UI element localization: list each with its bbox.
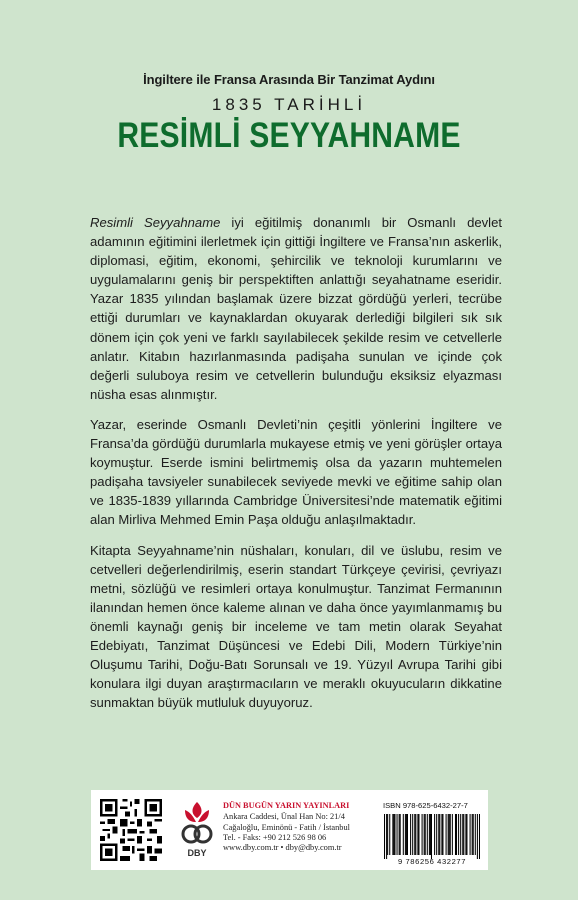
isbn-label: ISBN 978-625-6432-27-7 xyxy=(383,801,468,810)
cover-subtitle: 1835 TARİHLİ xyxy=(211,95,367,114)
book-title-italic: Resimli Seyyahname xyxy=(90,215,221,230)
qr-code-icon xyxy=(100,799,162,861)
publisher-logo-icon xyxy=(179,798,215,862)
publisher-info xyxy=(223,801,373,853)
blurb-paragraph-2: Yazar, eserinde Osmanlı Devleti’nin çeşitli yönlerini İngiltere ve Fransa’da gördüğü durumlarla mukayese etmiş ve yeni görüşler ortaya koymuştur. Eserde ismini belirtmemiş olsa da yazarın muhtemelen padişaha tavsiyeler sunabilecek seviyede mevki ve eğitime sahip olan ve 1835-1839 yıllarında Cambridge Üniversitesi’nde matematik eğitimi alan Mirliva Mehmed Emin Paşa olduğu anlaşılmaktadır. xyxy=(90,416,502,528)
barcode-icon xyxy=(384,814,480,859)
blurb-paragraph-1-text: iyi eğitilmiş donanımlı bir Osmanlı devlet adamının eğitimini ilerletmek için gittiği İngiltere ve Fransa’nın askerlik, diplomasi, eğitim, ekonomi, şehircilik ve teknoloji kurumlarını ve uygulamalarını geniş bir perspektiften anlattığı seyahatname eseridir. Yazar 1835 yılından başlamak üzere bizzat gördüğü yerleri, tecrübe ettiği durumları ve kaynaklardan okuyarak derlediği bilgileri sık sık dönem için çok yeni ve farklı sayılabilecek şekilde resim ve cetvellerle anlatır. Kitabın hazırlanmasında padişaha sunulan ve içinde çok değerli suluboya resim ve cetvellerin bulunduğu eksiksiz elyazması nüsha esas alınmıştır. xyxy=(90,215,503,402)
barcode-digits: 9 786256 432277 xyxy=(397,857,467,866)
publisher-name: DÜN BUGÜN YARIN YAYINLARI xyxy=(223,801,350,810)
cover-title: RESİMLİ SEYYAHNAME xyxy=(117,116,461,155)
publisher-address-1: Ankara Caddesi, Ünal Han No: 21/4 xyxy=(223,812,345,822)
publisher-address-2: Cağaloğlu, Eminönü - Fatih / İstanbul xyxy=(223,822,351,832)
logo-text: DBY xyxy=(187,848,207,858)
blurb-paragraph-3: Kitapta Seyyahname’nin nüshaları, konuları, dil ve üslubu, resim ve cetvelleri değerlendirilmiş, eserin standart Türkçeye çevirisi, çevriyazı metni, sözlüğü ve resimleri ortaya konulmuştur. Tanzimat Fermanının ilanından hemen önce kaleme alınan ve daha önce yayımlanmamış bu önemli kaynağı geniş bir inceleme ve tam metin olarak Seyahat Edebiyatı, Tanzimat Düşüncesi ve Edebi Dili, Modern Türkiye’nin Oluşumu Tarihi, Doğu-Batı Sorunsalı ve 19. Yüzyıl Avrupa Tarihi gibi konulara ilgi duyan araştırmacıların ve meraklı okuyucuların dikkatine sunmaktan büyük mutluluk duyuyoruz. xyxy=(90,542,502,711)
blurb-paragraph-1 xyxy=(90,213,502,404)
publisher-footer xyxy=(91,790,488,870)
publisher-phone: Tel. - Faks: +90 212 526 98 06 xyxy=(223,832,327,842)
cover-kicker: İngiltere ile Fransa Arasında Bir Tanzimat Aydını xyxy=(143,72,435,87)
blurb xyxy=(90,213,502,723)
publisher-web: www.dby.com.tr • dby@dby.com.tr xyxy=(223,843,342,853)
